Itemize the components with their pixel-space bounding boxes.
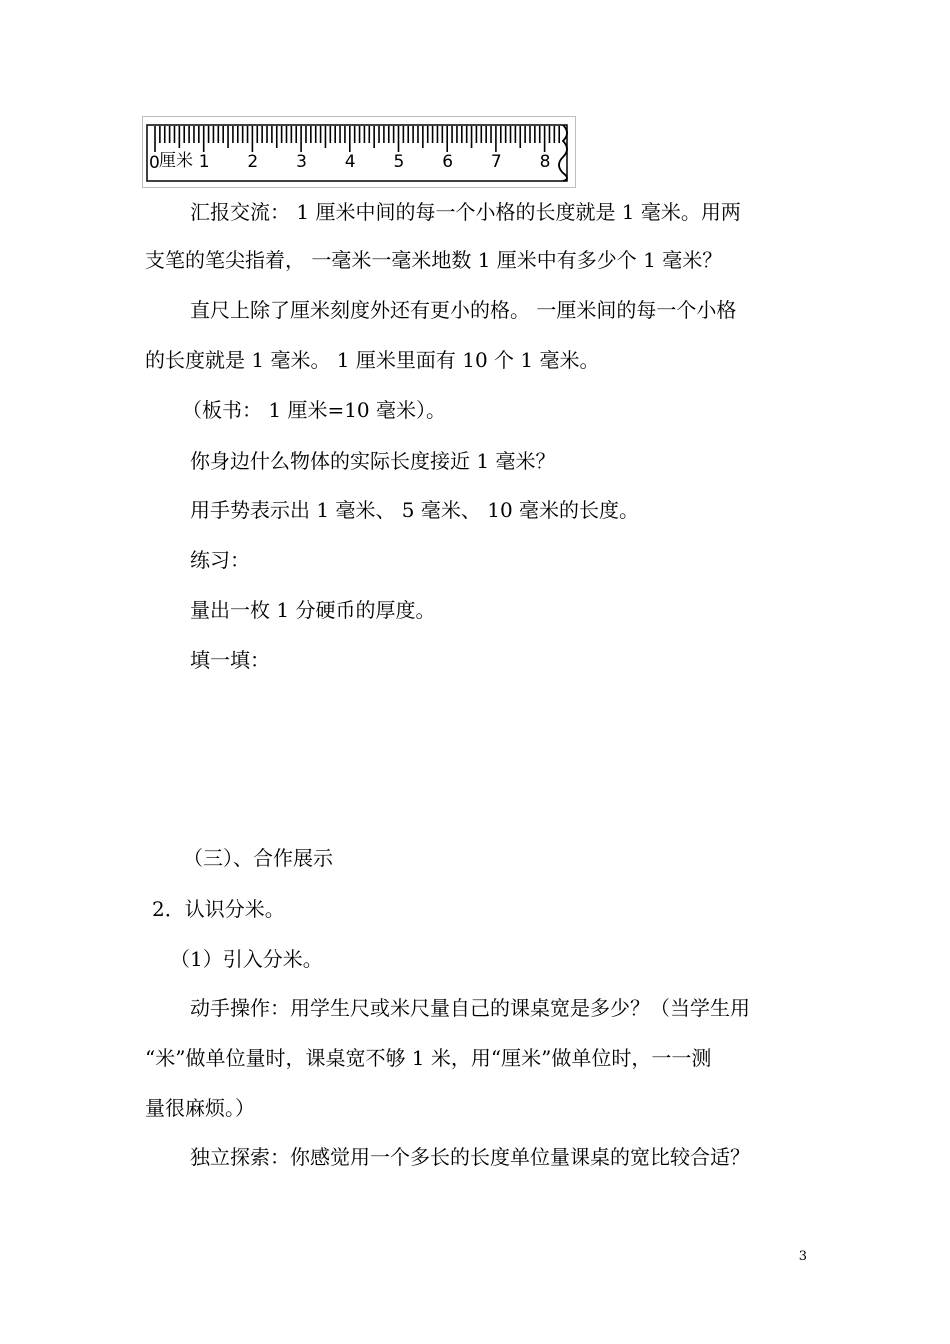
ruler-image [142, 116, 576, 188]
paragraph-1-line-1: 汇报交流： 1 厘米中间的每一个小格的长度就是 1 毫米。用两 [190, 200, 741, 224]
ruler-number: 7 [490, 152, 502, 172]
page-number: 3 [798, 1249, 807, 1264]
paragraph-4-line-1: 独立探索：你感觉用一个多长的长度单位量课桌的宽比较合适？ [190, 1145, 750, 1169]
board-note: （板书： 1 厘米=10 毫米）。 [182, 398, 447, 422]
ruler-number: 3 [296, 152, 307, 172]
ruler-unit-label: 厘米 [159, 151, 193, 171]
ruler-zero-label: 0 [149, 153, 160, 173]
exercise-coin: 量出一枚 1 分硬币的厚度。 [190, 598, 436, 622]
section-heading: （三）、合作展示 [183, 846, 333, 870]
paragraph-3-line-1: 动手操作：用学生尺或米尺量自己的课桌宽是多少？（当学生用 [190, 996, 750, 1020]
fill-in-heading: 填一填： [190, 648, 270, 672]
ruler-number: 1 [198, 152, 210, 172]
paragraph-3-line-2: “米”做单位量时，课桌宽不够 1 米，用“厘米”做单位时，一一测 [145, 1046, 712, 1070]
item-2-1-heading: （1）引入分米。 [170, 947, 323, 971]
paragraph-3-line-3: 量很麻烦。） [145, 1096, 255, 1120]
ruler-number: 5 [393, 152, 405, 172]
paragraph-2-line-2: 的长度就是 1 毫米。 1 厘米里面有 10 个 1 毫米。 [145, 348, 600, 372]
exercise-heading: 练习： [190, 548, 250, 572]
ruler-number: 6 [442, 152, 454, 172]
paragraph-2-line-1: 直尺上除了厘米刻度外还有更小的格。 一厘米间的每一个小格 [190, 298, 737, 322]
ruler-number: 2 [247, 152, 259, 172]
paragraph-1-line-2: 支笔的笔尖指着， 一毫米一毫米地数 1 厘米中有多少个 1 毫米？ [145, 248, 723, 272]
ruler-number: 8 [539, 152, 551, 172]
question-line: 你身边什么物体的实际长度接近 1 毫米？ [190, 449, 556, 473]
ruler-drawing [143, 117, 577, 189]
ruler-body [147, 125, 567, 181]
ruler-number: 4 [344, 152, 356, 172]
gesture-line: 用手势表示出 1 毫米、 5 毫米、 10 毫米的长度。 [190, 498, 640, 522]
item-2-heading: 2．认识分米。 [152, 897, 285, 921]
